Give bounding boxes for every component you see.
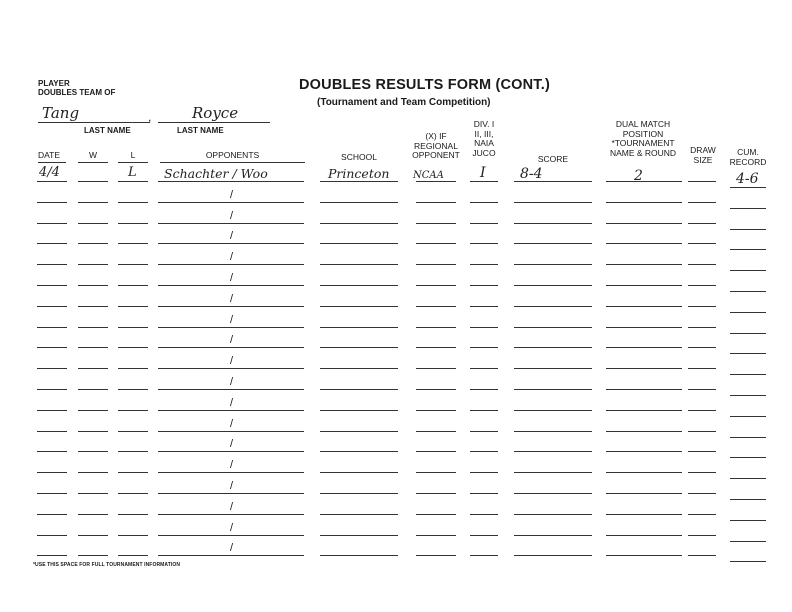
row-rule-cum [730,478,766,479]
row-rule-division [470,368,498,369]
row-rule-regional [416,285,456,286]
row-rule-score [514,472,592,473]
row-rule-date [37,389,67,390]
opponent-separator: / [230,272,234,284]
row-rule-cum [730,374,766,375]
row-rule-school [320,347,398,348]
row-rule-division [470,243,498,244]
col-header-date: DATE [38,150,61,160]
division-line2: II, III, [474,128,494,139]
row-rule-school [320,493,398,494]
row-rule-cum [730,333,766,334]
row-rule-score [514,368,592,369]
opponent-separator: / [230,480,234,492]
row-rule-date [37,368,67,369]
row-rule-score [514,181,592,182]
entry-opponents: Schachter / Woo [164,166,268,181]
row-rule-w [78,223,108,224]
draw-size-line1: DRAW [690,145,716,155]
row-rule-regional [416,431,456,432]
row-rule-draw [688,451,716,452]
opponent-separator: / [230,293,234,305]
row-rule-score [514,431,592,432]
row-rule-score [514,264,592,265]
row-rule-l [118,327,148,328]
row-rule-date [37,514,67,515]
row-rule-score [514,306,592,307]
last-name-label-2: LAST NAME [177,126,224,135]
row-rule-division [470,389,498,390]
row-rule-l [118,472,148,473]
row-rule-cum [730,437,766,438]
row-rule-opponents [158,451,304,452]
row-rule-score [514,493,592,494]
col-header-l: L [130,150,136,160]
row-rule-w [78,202,108,203]
entry-regional: NCAA [413,170,444,181]
row-rule-dual [606,472,682,473]
row-rule-school [320,243,398,244]
row-rule-date [37,347,67,348]
entry-l: L [128,165,137,180]
row-rule-regional [416,368,456,369]
row-rule-regional [416,410,456,411]
row-rule-opponents [158,347,304,348]
col-header-score: SCORE [537,154,569,164]
row-rule-score [514,243,592,244]
row-rule-l [118,368,148,369]
last-name-label-1: LAST NAME [84,126,131,135]
row-rule-cum [730,291,766,292]
row-rule-draw [688,514,716,515]
dual-match-line1: DUAL MATCH [615,119,671,129]
row-rule-w [78,243,108,244]
row-rule-score [514,535,592,536]
regional-line2: REGIONAL [414,140,458,151]
opponent-separator: / [230,355,234,367]
row-rule-cum [730,208,766,209]
row-rule-dual [606,347,682,348]
row-rule-date [37,243,67,244]
opponent-separator: / [230,418,234,430]
row-rule-draw [688,472,716,473]
row-rule-school [320,181,398,182]
row-rule-date [37,451,67,452]
opponent-separator: / [230,501,234,513]
row-rule-school [320,555,398,556]
row-rule-date [37,555,67,556]
row-rule-date [37,431,67,432]
row-rule-school [320,535,398,536]
row-rule-cum [730,457,766,458]
row-rule-date [37,285,67,286]
opponent-separator: / [230,438,234,450]
row-rule-w [78,555,108,556]
row-rule-l [118,555,148,556]
row-rule-date [37,472,67,473]
row-rule-division [470,306,498,307]
row-rule-dual [606,327,682,328]
row-rule-division [470,202,498,203]
row-rule-w [78,181,108,182]
row-rule-opponents [158,431,304,432]
row-rule-score [514,555,592,556]
row-rule-w [78,327,108,328]
row-rule-dual [606,285,682,286]
row-rule-school [320,410,398,411]
row-rule-division [470,431,498,432]
cum-record-line1: CUM. [737,147,759,157]
row-rule-division [470,223,498,224]
row-rule-score [514,202,592,203]
row-rule-regional [416,243,456,244]
row-rule-l [118,451,148,452]
opponent-separator: / [230,189,234,201]
row-rule-date [37,264,67,265]
entry-division: I [480,165,486,181]
row-rule-cum [730,416,766,417]
row-rule-dual [606,306,682,307]
row-rule-school [320,514,398,515]
row-rule-score [514,410,592,411]
row-rule-l [118,347,148,348]
row-rule-opponents [158,493,304,494]
row-rule-w [78,389,108,390]
row-rule-score [514,223,592,224]
row-rule-dual [606,243,682,244]
row-rule-school [320,472,398,473]
row-rule-regional [416,451,456,452]
row-rule-l [118,264,148,265]
row-rule-w [78,431,108,432]
row-rule-division [470,555,498,556]
row-rule-dual [606,555,682,556]
row-rule-division [470,347,498,348]
row-rule-l [118,535,148,536]
row-rule-w [78,514,108,515]
row-rule-regional [416,493,456,494]
row-rule-draw [688,347,716,348]
row-rule-regional [416,181,456,182]
row-rule-draw [688,181,716,182]
row-rule-l [118,181,148,182]
row-rule-school [320,223,398,224]
row-rule-school [320,306,398,307]
form-subtitle: (Tournament and Team Competition) [317,97,491,108]
row-rule-l [118,514,148,515]
opponent-separator: / [230,459,234,471]
row-rule-regional [416,347,456,348]
row-rule-w [78,472,108,473]
opponent-separator: / [230,210,234,222]
col-header-school: SCHOOL [341,152,377,162]
row-rule-score [514,514,592,515]
row-rule-draw [688,555,716,556]
row-rule-draw [688,285,716,286]
dual-match-line2: POSITION [622,128,664,139]
player-label-line2: DOUBLES TEAM OF [38,88,116,97]
row-rule-division [470,327,498,328]
row-rule-regional [416,535,456,536]
row-rule-school [320,327,398,328]
row-rule-opponents [158,472,304,473]
row-rule-date [37,535,67,536]
regional-line3: OPPONENT [412,150,460,160]
row-rule-opponents [158,368,304,369]
row-rule-opponents [158,181,304,182]
row-rule-opponents [158,327,304,328]
row-rule-score [514,389,592,390]
row-rule-division [470,451,498,452]
row-rule-opponents [158,306,304,307]
row-rule-division [470,514,498,515]
row-rule-cum [730,249,766,250]
entry-date: 4/4 [39,165,60,180]
row-rule-date [37,493,67,494]
row-rule-division [470,472,498,473]
row-rule-draw [688,389,716,390]
row-rule-l [118,306,148,307]
row-rule-w [78,306,108,307]
row-rule-draw [688,327,716,328]
row-rule-dual [606,493,682,494]
row-rule-opponents [158,223,304,224]
row-rule-opponents [158,555,304,556]
row-rule-opponents [158,264,304,265]
row-rule-l [118,223,148,224]
row-rule-draw [688,264,716,265]
row-rule-score [514,347,592,348]
row-rule-dual [606,223,682,224]
row-rule-school [320,389,398,390]
row-rule-regional [416,223,456,224]
opponent-separator: / [230,397,234,409]
row-rule-w [78,368,108,369]
opponent-separator: / [230,542,234,554]
row-rule-school [320,202,398,203]
row-rule-cum [730,353,766,354]
row-rule-school [320,264,398,265]
division-line1: DIV. I [473,119,495,129]
row-rule-draw [688,535,716,536]
opponent-separator: / [230,251,234,263]
row-rule-dual [606,368,682,369]
row-rule-date [37,327,67,328]
row-rule-l [118,389,148,390]
col-header-opponents: OPPONENTS [205,150,260,160]
row-rule-l [118,493,148,494]
row-rule-dual [606,202,682,203]
row-rule-regional [416,555,456,556]
row-rule-opponents [158,389,304,390]
row-rule-regional [416,327,456,328]
row-rule-regional [416,389,456,390]
row-rule-cum [730,270,766,271]
entry-school: Princeton [328,166,390,181]
row-rule-l [118,285,148,286]
row-rule-school [320,368,398,369]
row-rule-dual [606,181,682,182]
row-rule-l [118,431,148,432]
name-comma: , [148,110,152,124]
row-rule-cum [730,187,766,188]
entry-score: 8-4 [520,166,543,182]
row-rule-dual [606,451,682,452]
row-rule-opponents [158,285,304,286]
row-rule-draw [688,202,716,203]
row-rule-opponents [158,410,304,411]
row-rule-cum [730,312,766,313]
row-rule-opponents [158,243,304,244]
player2-last-name: Royce [192,104,239,122]
opponent-separator: / [230,314,234,326]
row-rule-regional [416,264,456,265]
row-rule-draw [688,223,716,224]
opponent-separator: / [230,376,234,388]
row-rule-opponents [158,202,304,203]
dual-match-line4: NAME & ROUND [609,147,677,158]
row-rule-dual [606,514,682,515]
opponent-separator: / [230,334,234,346]
row-rule-division [470,181,498,182]
row-rule-w [78,347,108,348]
row-rule-date [37,181,67,182]
entry-cum-record: 4-6 [736,171,759,187]
row-rule-w [78,264,108,265]
row-rule-w [78,285,108,286]
row-rule-regional [416,514,456,515]
row-rule-dual [606,431,682,432]
footnote: *USE THIS SPACE FOR FULL TOURNAMENT INFORMATION [33,562,181,568]
cum-record-line2: RECORD [729,156,767,167]
row-rule-cum [730,395,766,396]
row-rule-draw [688,243,716,244]
opponent-separator: / [230,522,234,534]
division-line4: JUCO [472,147,496,158]
row-rule-cum [730,520,766,521]
row-rule-w [78,451,108,452]
row-rule-dual [606,410,682,411]
row-rule-draw [688,410,716,411]
row-rule-score [514,285,592,286]
row-rule-dual [606,535,682,536]
row-rule-w [78,493,108,494]
dual-match-line3: *TOURNAMENT [611,138,675,148]
row-rule-cum [730,499,766,500]
row-rule-cum [730,561,766,562]
opponent-separator: / [230,230,234,242]
col-header-w: W [88,150,98,160]
row-rule-cum [730,541,766,542]
row-rule-cum [730,229,766,230]
row-rule-regional [416,202,456,203]
row-rule-school [320,451,398,452]
row-rule-regional [416,472,456,473]
row-rule-opponents [158,535,304,536]
row-rule-division [470,493,498,494]
row-rule-division [470,285,498,286]
row-rule-opponents [158,514,304,515]
player-label-line1: PLAYER [38,79,70,88]
row-rule-date [37,202,67,203]
row-rule-dual [606,264,682,265]
row-rule-draw [688,306,716,307]
player1-last-name: Tang [42,104,80,122]
row-rule-division [470,264,498,265]
row-rule-draw [688,493,716,494]
row-rule-score [514,451,592,452]
row-rule-l [118,410,148,411]
draw-size-line2: SIZE [693,154,713,165]
row-rule-division [470,535,498,536]
row-rule-dual [606,389,682,390]
entry-dual-match: 2 [634,168,643,184]
row-rule-w [78,410,108,411]
row-rule-l [118,243,148,244]
row-rule-draw [688,368,716,369]
division-line3: NAIA [474,138,494,148]
row-rule-score [514,327,592,328]
row-rule-w [78,535,108,536]
row-rule-division [470,410,498,411]
row-rule-date [37,223,67,224]
row-rule-school [320,285,398,286]
row-rule-draw [688,431,716,432]
row-rule-date [37,306,67,307]
regional-line1: (X) IF [425,131,447,141]
row-rule-school [320,431,398,432]
row-rule-regional [416,306,456,307]
row-rule-date [37,410,67,411]
form-title: DOUBLES RESULTS FORM (CONT.) [299,77,551,93]
row-rule-l [118,202,148,203]
